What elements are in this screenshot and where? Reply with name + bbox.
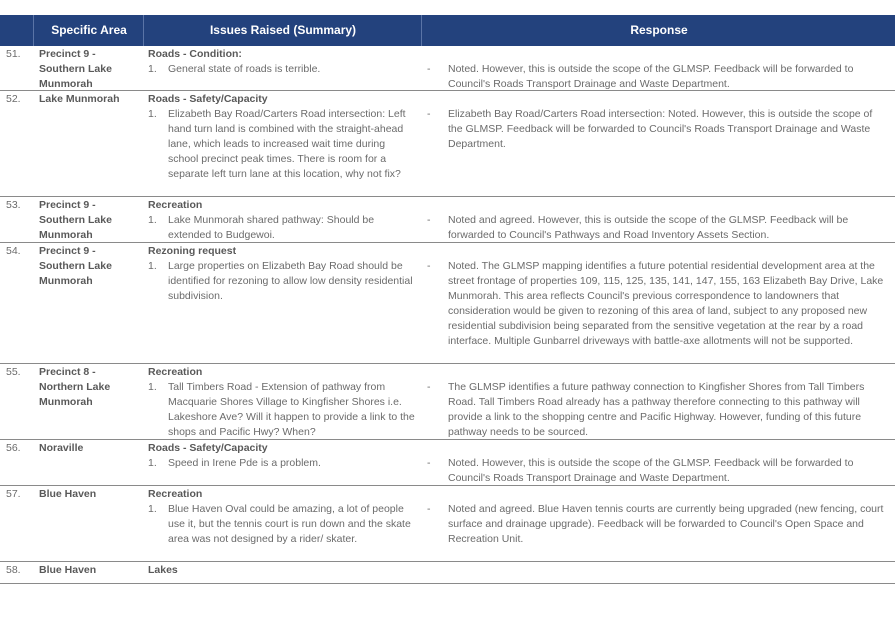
issue-item-text: Large properties on Elizabeth Bay Road should be identified for rezoning to allow low density residential subdivision.: [168, 260, 413, 302]
specific-area: Precinct 9 - Southern Lake Munmorah: [39, 245, 112, 287]
row-number: 57.: [6, 488, 21, 500]
issue-cell: [148, 487, 418, 547]
issue-item-text: Lake Munmorah shared pathway: Should be extended to Budgewoi.: [168, 214, 375, 241]
specific-area: Precinct 8 - Northern Lake Munmorah: [39, 366, 111, 408]
table-row: [0, 197, 895, 243]
issue-item-text: Tall Timbers Road - Extension of pathway from Macquarie Shores Village to Kingfisher Shores i.e. Lakeshore Ave? Will it happen to provide a link to the shops and Pacific Hwy? When?: [168, 381, 415, 438]
response-text: Noted. The GLMSP mapping identifies a future potential residential development area at the street frontage of properties 109, 115, 125, 135, 141, 147, 155, 163 Elizabeth Bay Drive, Lake Munmorah. This area reflects Council's previous correspondence to landowners that consideration would be given to rezoning of this area of land, subject to any proposed new residential subdivision being separated from the sensitive vegetation at the rear by a road interface. Multiple Gunbarrel driveways with battle-axe allotments will not be supported.: [448, 260, 884, 347]
response-text: Noted. However, this is outside the scope of the GLMSP. Feedback will be forwarded to Council's Roads Transport Drainage and Waste Department.: [448, 457, 854, 484]
response-dash: -: [427, 381, 431, 393]
issue-cell: [148, 47, 418, 77]
issue-cell: [148, 563, 418, 578]
issue-cell: [148, 244, 418, 304]
header-number-cell: [0, 15, 33, 46]
response-cell: [427, 380, 887, 440]
issue-cell: [148, 365, 418, 440]
response-dash: -: [427, 63, 431, 75]
row-number: 54.: [6, 245, 21, 257]
row-number: 53.: [6, 199, 21, 211]
issue-cell: [148, 198, 418, 243]
specific-area: Blue Haven: [39, 488, 97, 500]
issue-title: Roads - Safety/Capacity: [148, 93, 268, 105]
response-dash: -: [427, 503, 431, 515]
row-number: 55.: [6, 366, 21, 378]
row-number: 58.: [6, 564, 21, 576]
issue-item: [148, 502, 418, 547]
table-row: [0, 91, 895, 197]
table-row: [0, 364, 895, 440]
response-text: Noted. However, this is outside the scope of the GLMSP. Feedback will be forwarded to Council's Roads Transport Drainage and Waste Department.: [448, 63, 854, 90]
header-issues-raised: Issues Raised (Summary): [143, 15, 422, 46]
table-row: [0, 46, 895, 91]
issue-cell: [148, 441, 418, 471]
specific-area: Lake Munmorah: [39, 93, 120, 105]
issue-item-text: Elizabeth Bay Road/Carters Road intersection: Left hand turn land is combined with the straight-ahead lane, which leads to increased wait time during school precinct peak times. There is room for a separate left turn lane at this location, why not fix?: [168, 108, 406, 180]
issue-item-number: 1.: [148, 63, 157, 75]
table-row: [0, 486, 895, 562]
issue-item-text: General state of roads is terrible.: [168, 63, 321, 75]
header-response: Response: [421, 15, 895, 46]
issue-item: [148, 213, 418, 243]
issue-item-number: 1.: [148, 260, 157, 272]
response-dash: -: [427, 457, 431, 469]
table-row: [0, 440, 895, 486]
issue-title: Roads - Safety/Capacity: [148, 442, 268, 454]
response-text: The GLMSP identifies a future pathway connection to Kingfisher Shores from Tall Timbers Road. Tall Timbers Road already has a pathway therefore connecting to this pathway will provide a link to the shopping centre and Pacific Highway. However, funding of this future pathway needs to be sourced.: [448, 381, 865, 438]
response-cell: [427, 107, 887, 152]
issue-item-number: 1.: [148, 381, 157, 393]
issue-title: Lakes: [148, 564, 178, 576]
issue-title: Roads - Condition:: [148, 48, 242, 60]
issue-item: [148, 380, 418, 440]
header-specific-area: Specific Area: [33, 15, 144, 46]
table-row: [0, 243, 895, 364]
response-dash: -: [427, 108, 431, 120]
issue-item-number: 1.: [148, 108, 157, 120]
issue-title: Recreation: [148, 199, 203, 211]
issue-item-text: Speed in Irene Pde is a problem.: [168, 457, 321, 469]
response-text: Elizabeth Bay Road/Carters Road intersection: Noted. However, this is outside the scope of the GLMSP. Feedback will be forwarded to Council's Roads Transport Drainage and Waste Department.: [448, 108, 873, 150]
response-dash: -: [427, 260, 431, 272]
issue-item-number: 1.: [148, 457, 157, 469]
issue-item: [148, 456, 418, 471]
specific-area: Blue Haven: [39, 564, 97, 576]
issue-item-number: 1.: [148, 214, 157, 226]
response-cell: [427, 213, 887, 243]
response-dash: -: [427, 214, 431, 226]
specific-area: Noraville: [39, 442, 84, 454]
issue-item: [148, 107, 418, 182]
specific-area: Precinct 9 - Southern Lake Munmorah: [39, 199, 112, 241]
row-number: 56.: [6, 442, 21, 454]
issue-item: [148, 259, 418, 304]
response-text: Noted and agreed. However, this is outside the scope of the GLMSP. Feedback will be forwarded to Council's Pathways and Road Inventory Assets Section.: [448, 214, 849, 241]
specific-area: Precinct 9 - Southern Lake Munmorah: [39, 48, 112, 90]
response-cell: [427, 62, 887, 92]
issue-title: Recreation: [148, 366, 203, 378]
table-row: [0, 562, 895, 584]
response-text: Noted and agreed. Blue Haven tennis courts are currently being upgraded (new fencing, court surface and drainage upgrade). Feedback will be forwarded to Council's Open Space and Recreation Unit.: [448, 503, 884, 545]
response-cell: [427, 259, 887, 349]
issue-item-number: 1.: [148, 503, 157, 515]
consultation-table: [0, 15, 895, 584]
issue-cell: [148, 92, 418, 182]
row-number: 51.: [6, 48, 21, 60]
response-cell: [427, 456, 887, 486]
issue-title: Rezoning request: [148, 245, 237, 257]
issue-item: [148, 62, 418, 77]
response-cell: [427, 502, 887, 547]
table-header: [0, 15, 895, 46]
issue-title: Recreation: [148, 488, 203, 500]
issue-item-text: Blue Haven Oval could be amazing, a lot of people use it, but the tennis court is run down and the skate area was not designed by a rider/ skater.: [168, 503, 411, 545]
row-number: 52.: [6, 93, 21, 105]
